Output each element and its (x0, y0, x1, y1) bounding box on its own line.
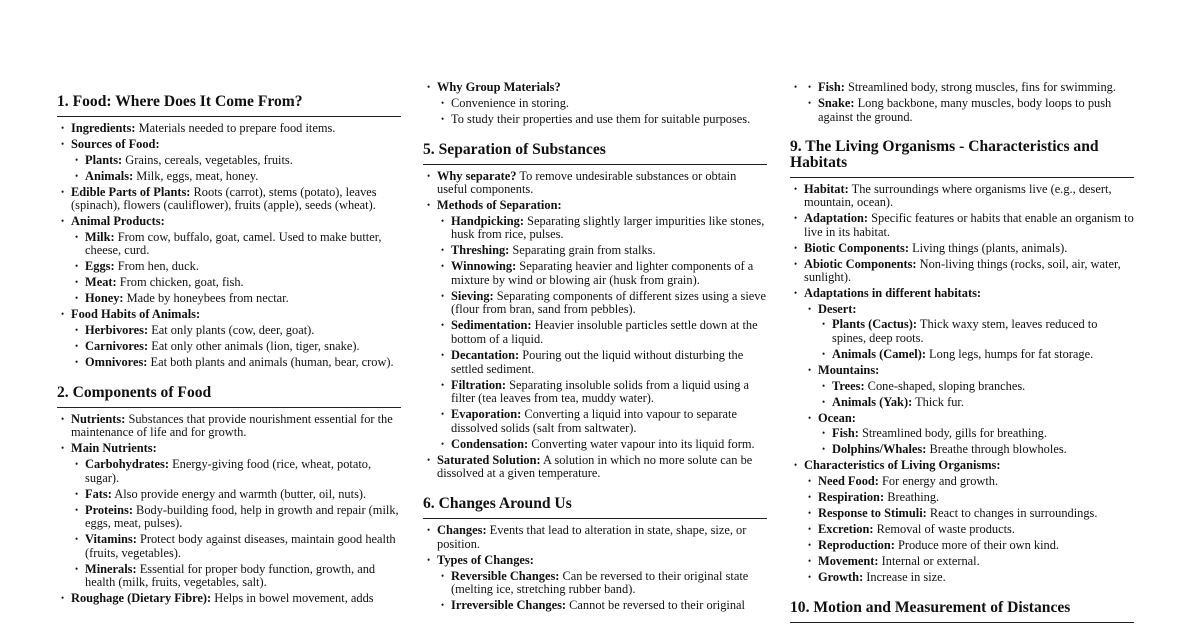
list-item: • Changes: Events that lead to alteration in state, shape, size, or position. (423, 524, 767, 551)
list-item: • Biotic Components: Living things (plants, animals). (790, 242, 1134, 256)
list-item: • Evaporation: Converting a liquid into vapour to separate dissolved solids (salt from saltwater). (437, 408, 767, 435)
list-item: • Adaptation: Specific features or habits that enable an organism to live in its habitat. (790, 212, 1134, 239)
section-9-heading: 9. The Living Organisms - Characteristics and Habitats (790, 139, 1134, 178)
list-item: • Response to Stimuli: React to changes in surroundings. (804, 507, 1134, 521)
list-item: • Carnivores: Eat only other animals (lion, tiger, snake). (71, 340, 401, 354)
list-item: • Habitat: The surroundings where organisms live (e.g., desert, mountain, ocean). (790, 183, 1134, 210)
list-item: • Respiration: Breathing. (804, 491, 1134, 505)
list-item: • To study their properties and use them for suitable purposes. (437, 113, 767, 127)
list-item: • Meat: From chicken, goat, fish. (71, 276, 401, 290)
list-item: • Filtration: Separating insoluble solids from a liquid using a filter (tea leaves from tea, muddy water). (437, 379, 767, 406)
section-6-list (423, 524, 767, 612)
list-item: • Vitamins: Protect body against diseases, maintain good health (fruits, vegetables). (71, 533, 401, 560)
list-item: • Movement: Internal or external. (804, 555, 1134, 569)
column-1 (57, 0, 401, 608)
list-item: • Types of Changes: • Reversible Changes: Can be reversed to their original state (melting ice, stretching rubber band). • Irreversible Changes: Cannot be reversed to their original (423, 554, 767, 613)
list-item: • Condensation: Converting water vapour into its liquid form. (437, 438, 767, 452)
list-item: • Characteristics of Living Organisms: • Need Food: For energy and growth. • Respiration: Breathing. • Response to Stimuli: React to changes in surroundings. • Excretion: Removal of waste products. • Reproduction: Produce more of their own kind. • Movement: Internal or external. • Growth: Increase in size. (790, 459, 1134, 584)
list-item: • Saturated Solution: A solution in which no more solute can be dissolved at a given temperature. (423, 454, 767, 481)
list-item: • Why Group Materials? • Convenience in storing. • To study their properties and use them for suitable purposes. (423, 81, 767, 126)
list-item: • Adaptations in different habitats: • Desert: • Plants (Cactus): Thick waxy stem, leaves reduced to spines, deep roots. • Animals (Camel): Long legs, humps for fat storage. • Mountains: • Trees: Cone-shaped, sloping branches. • Animals (Yak): Thick fur. • Ocean: • Fish: Streamlined body, gills for breathing. • Dolphins/Whales: Breathe through blowholes. (790, 287, 1134, 456)
section-5-heading: 5. Separation of Substances (423, 142, 767, 165)
list-item: • Snake: Long backbone, many muscles, body loops to push against the ground. (804, 97, 1134, 124)
list-item: • Sources of Food: • Plants: Grains, cereals, vegetables, fruits. • Animals: Milk, eggs, meat, honey. (57, 138, 401, 183)
list-item: • Need Food: For energy and growth. (804, 475, 1134, 489)
list-item: • Main Nutrients: • Carbohydrates: Energy-giving food (rice, wheat, potato, sugar). • Fats: Also provide energy and warmth (butter, oil, nuts). • Proteins: Body-building food, help in growth and repair (milk, eggs, meat, pulses). • Vitamins: Protect body against diseases, maintain good health (fruits, vegetables). • Minerals: Essential for proper body function, growth, and health (milk, fruits, vegetables, salt). (57, 442, 401, 590)
list-item: • Excretion: Removal of waste products. (804, 523, 1134, 537)
list-item: • Why separate? To remove undesirable substances or obtain useful components. (423, 170, 767, 197)
list-item: • Growth: Increase in size. (804, 571, 1134, 585)
list-item: • Trees: Cone-shaped, sloping branches. (818, 380, 1134, 394)
list-item: • Animals (Camel): Long legs, humps for fat storage. (818, 348, 1134, 362)
list-item: • Animals (Yak): Thick fur. (818, 396, 1134, 410)
list-item: • Edible Parts of Plants: Roots (carrot), stems (potato), leaves (spinach), flowers (cauliflower), fruits (apple), seeds (wheat). (57, 186, 401, 213)
list-item: • Plants (Cactus): Thick waxy stem, leaves reduced to spines, deep roots. (818, 318, 1134, 345)
list-item: • Sedimentation: Heavier insoluble particles settle down at the bottom of a liquid. (437, 319, 767, 346)
list-item: • Proteins: Body-building food, help in growth and repair (milk, eggs, meat, pulses). (71, 504, 401, 531)
list-item: • Carbohydrates: Energy-giving food (rice, wheat, potato, sugar). (71, 458, 401, 485)
why-group-list (423, 81, 767, 126)
list-item: • Abiotic Components: Non-living things (rocks, soil, air, water, sunlight). (790, 258, 1134, 285)
list-item (790, 81, 1134, 124)
list-item: • Animals: Milk, eggs, meat, honey. (71, 170, 401, 184)
section-1-heading: 1. Food: Where Does It Come From? (57, 94, 401, 117)
list-item: • Honey: Made by honeybees from nectar. (71, 292, 401, 306)
column-3 (790, 0, 1134, 628)
list-item: • Minerals: Essential for proper body function, growth, and health (milk, fruits, vegetables, salt). (71, 563, 401, 590)
section-5-list (423, 170, 767, 481)
list-item: • Ingredients: Materials needed to prepare food items. (57, 122, 401, 136)
list-item: • Irreversible Changes: Cannot be reversed to their original (437, 599, 767, 613)
list-item: • Roughage (Dietary Fibre): Helps in bowel movement, adds (57, 592, 401, 606)
list-item: • Milk: From cow, buffalo, goat, camel. Used to make butter, cheese, curd. (71, 231, 401, 258)
list-item: • Eggs: From hen, duck. (71, 260, 401, 274)
list-item: • Decantation: Pouring out the liquid without disturbing the settled sediment. (437, 349, 767, 376)
list-item: • • Fish: Streamlined body, strong muscles, fins for swimming. (804, 81, 1134, 95)
list-item: • Plants: Grains, cereals, vegetables, fruits. (71, 154, 401, 168)
list-item: • Reproduction: Produce more of their own kind. (804, 539, 1134, 553)
list-item: • Herbivores: Eat only plants (cow, deer, goat). (71, 324, 401, 338)
list-item: • Omnivores: Eat both plants and animals (human, bear, crow). (71, 356, 401, 370)
column-2 (423, 0, 767, 615)
list-item: • Convenience in storing. (437, 97, 767, 111)
list-item: • Nutrients: Substances that provide nourishment essential for the maintenance of life and for growth. (57, 413, 401, 440)
section-1-list (57, 122, 401, 369)
list-item: • Threshing: Separating grain from stalks. (437, 244, 767, 258)
section-9-list (790, 183, 1134, 585)
section-10-heading: 10. Motion and Measurement of Distances (790, 600, 1134, 623)
list-item: • Sieving: Separating components of different sizes using a sieve (flour from bran, sand from pebbles). (437, 290, 767, 317)
list-item: • Reversible Changes: Can be reversed to their original state (melting ice, stretching rubber band). (437, 570, 767, 597)
list-item: • Animal Products: • Milk: From cow, buffalo, goat, camel. Used to make butter, cheese, curd. • Eggs: From hen, duck. • Meat: From chicken, goat, fish. • Honey: Made by honeybees from nectar. (57, 215, 401, 306)
list-item: • Fats: Also provide energy and warmth (butter, oil, nuts). (71, 488, 401, 502)
list-item: • Winnowing: Separating heavier and lighter components of a mixture by wind or blowing air (husk from grain). (437, 260, 767, 287)
continued-list (790, 81, 1134, 124)
section-2-heading: 2. Components of Food (57, 385, 401, 408)
list-item: • Methods of Separation: • Handpicking: Separating slightly larger impurities like stones, husk from rice, pulses. • Threshing: Separating grain from stalks. • Winnowing: Separating heavier and lighter components of a mixture by wind or blowing air (husk from grain). • Sieving: Separating components of different sizes using a sieve (flour from bran, sand from pebbles). • Sedimentation: Heavier insoluble particles settle down at the bottom of a liquid. • Decantation: Pouring out the liquid without disturbing the settled sediment. • Filtration: Separating insoluble solids from a liquid using a filter (tea leaves from tea, muddy water). • Evaporation: Converting a liquid into vapour to separate dissolved solids (salt from saltwater). • Condensation: Converting water vapour into its liquid form. (423, 199, 767, 451)
list-item: • Dolphins/Whales: Breathe through blowholes. (818, 443, 1134, 457)
list-item: • Handpicking: Separating slightly larger impurities like stones, husk from rice, pulses. (437, 215, 767, 242)
list-item: • Ocean: • Fish: Streamlined body, gills for breathing. • Dolphins/Whales: Breathe through blowholes. (804, 412, 1134, 457)
list-item: • Desert: • Plants (Cactus): Thick waxy stem, leaves reduced to spines, deep roots. • Animals (Camel): Long legs, humps for fat storage. (804, 303, 1134, 362)
list-item: • Fish: Streamlined body, gills for breathing. (818, 427, 1134, 441)
section-2-list (57, 413, 401, 606)
section-6-heading: 6. Changes Around Us (423, 496, 767, 519)
list-item: • Food Habits of Animals: • Herbivores: Eat only plants (cow, deer, goat). • Carnivores: Eat only other animals (lion, tiger, snake). • Omnivores: Eat both plants and animals (human, bear, crow). (57, 308, 401, 369)
list-item: • Mountains: • Trees: Cone-shaped, sloping branches. • Animals (Yak): Thick fur. (804, 364, 1134, 409)
